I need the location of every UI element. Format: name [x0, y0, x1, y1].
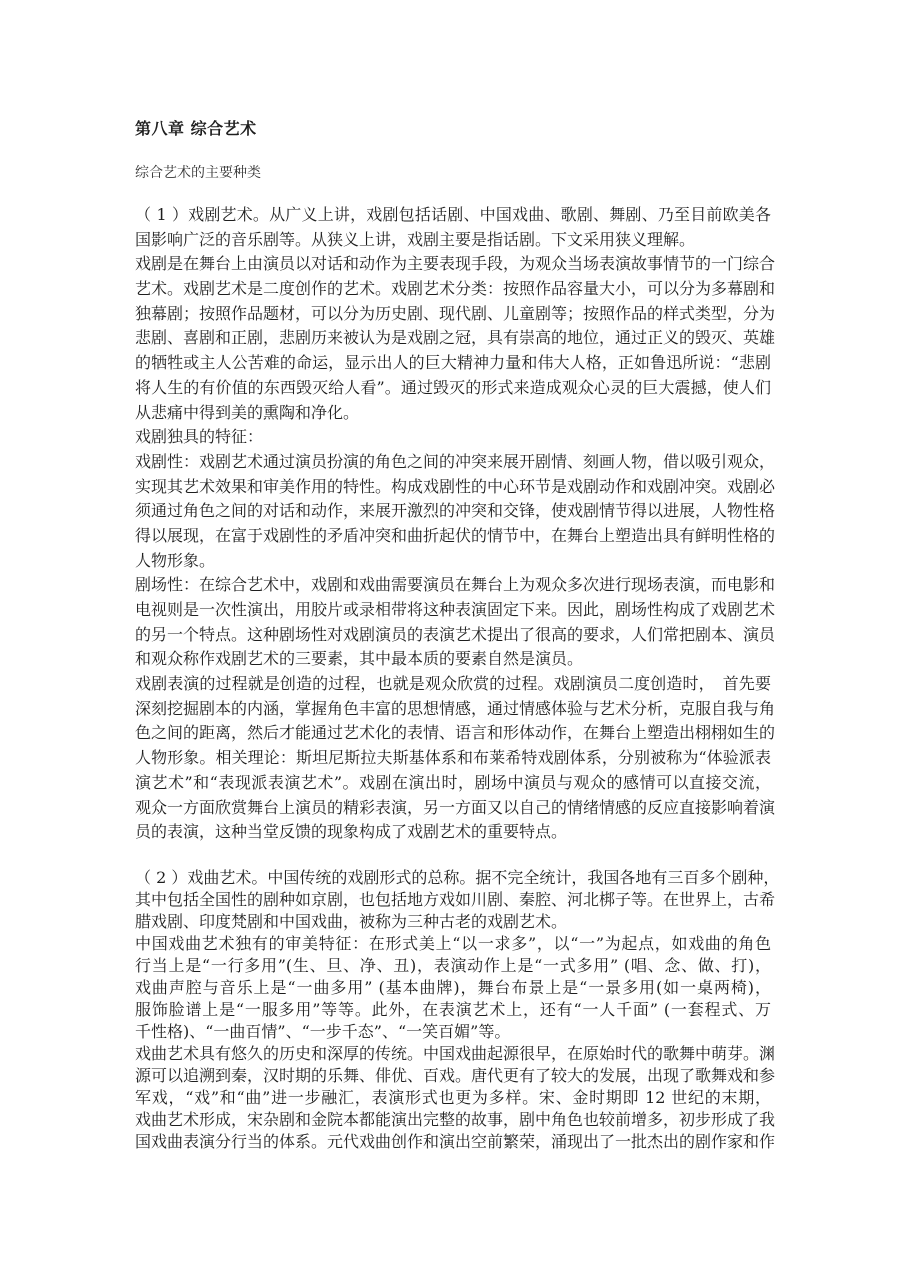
text-line: （ 2 ）戏曲艺术。中国传统的戏剧形式的总称。据不完全统计，我国各地有三百多个剧种，: [135, 868, 780, 887]
text-line: 剧场性：在综合艺术中，戏剧和戏曲需要演员在舞台上为观众多次进行现场表演，而电影和: [135, 575, 776, 595]
text-line: 国影响广泛的音乐剧等。从狭义上讲，戏剧主要是指话剧。下文采用狭义理解。: [135, 229, 696, 249]
text-line: 从悲痛中得到美的熏陶和净化。: [135, 402, 360, 422]
text-line: 和观众称作戏剧艺术的三要素，其中最本质的要素自然是演员。: [135, 649, 584, 669]
text-line: 军戏，“戏”和“曲”进一步融汇，表演形式也更为多样。宋、金时期即 12 世纪的末期，: [135, 1088, 771, 1107]
text-line: 演艺术”和“表现派表演艺术”。戏剧在演出时，剧场中演员与观众的感情可以直接交流，: [135, 772, 771, 792]
text-block-opera: [135, 867, 780, 1153]
text-line: 源可以追溯到秦，汉时期的乐舞、俳优、百戏。唐代更有了较大的发展，出现了歌舞戏和参: [135, 1066, 776, 1085]
text-line: 独幕剧；按照作品题材，可以分为历史剧、现代剧、儿童剧等；按照作品的样式类型，分为: [135, 303, 776, 323]
paragraph: [135, 573, 776, 672]
text-line: 戏剧独具的特征：: [135, 427, 264, 447]
text-line: 戏剧性：戏剧艺术通过演员扮演的角色之间的冲突来展开剧情、刻画人物，借以吸引观众，: [135, 451, 776, 471]
text-line: 的另一个特点。这种剧场性对戏剧演员的表演艺术提出了很高的要求，人们常把剧本、演员: [135, 624, 776, 644]
text-line: 其中包括全国性的剧种如京剧，也包括地方戏如川剧、秦腔、河北梆子等。在世界上，古希: [135, 890, 776, 909]
paragraph: [135, 933, 771, 1043]
text-line: 戏曲声腔与音乐上是“一曲多用” (基本曲牌)，舞台布景上是“一景多用(如一桌两椅)，: [135, 978, 771, 997]
text-line: 人物形象。: [135, 550, 216, 570]
chapter-title: 第八章 综合艺术: [135, 119, 257, 138]
paragraph: [135, 1043, 776, 1153]
paragraph: [135, 450, 776, 573]
text-line: 深刻挖掘剧本的内涵，掌握角色丰富的思想情感，通过情感体验与艺术分析，克服自我与角: [135, 698, 776, 718]
text-line: 艺术。戏剧艺术是二度创作的艺术。戏剧艺术分类：按照作品容量大小，可以分为多幕剧和: [135, 279, 776, 299]
text-line: 戏曲艺术具有悠久的历史和深厚的传统。中国戏曲起源很早，在原始时代的歌舞中萌芽。渊: [135, 1044, 776, 1063]
text-line: 员的表演，这种当堂反馈的现象构成了戏剧艺术的重要特点。: [135, 822, 568, 842]
text-line: 行当上是“一行多用”(生、旦、净、丑)，表演动作上是“一式多用” (唱、念、做、打)，: [135, 956, 771, 975]
text-line: 国戏曲表演分行当的体系。元代戏曲创作和演出空前繁荣，涌现出了一批杰出的剧作家和作: [135, 1132, 776, 1151]
text-line: 将人生的有价值的东西毁灭给人看”。通过毁灭的形式来造成观众心灵的巨大震撼，使人们: [135, 377, 771, 397]
text-block-drama: [135, 203, 776, 845]
section-heading: 综合艺术的主要种类: [135, 165, 261, 181]
text-line: 的牺牲或主人公苦难的命运，显示出人的巨大精神力量和伟大人格，正如鲁迅所说：“悲剧: [135, 353, 771, 373]
text-line: 观众一方面欣赏舞台上演员的精彩表演，另一方面又以自己的情绪情感的反应直接影响着演: [135, 797, 776, 817]
paragraph: [135, 867, 780, 933]
text-line: 实现其艺术效果和审美作用的特性。构成戏剧性的中心环节是戏剧动作和戏剧冲突。戏剧必: [135, 476, 776, 496]
paragraph: [135, 672, 776, 845]
text-line: 千性格)、“一曲百情”、“一步千态”、“一笑百媚”等。: [135, 1022, 511, 1041]
text-line: 服饰脸谱上是“一服多用”等等。此外，在表演艺术上，还有“一人千面” (一套程式、万: [135, 1000, 771, 1019]
text-line: 悲剧、喜剧和正剧，悲剧历来被认为是戏剧之冠，具有崇高的地位，通过正义的毁灭、英雄: [135, 328, 776, 348]
text-line: 人物形象。相关理论：斯坦尼斯拉夫斯基体系和布莱希特戏剧体系，分别被称为“体验派表: [135, 748, 771, 768]
text-line: 戏剧表演的过程就是创造的过程，也就是观众欣赏的过程。戏剧演员二度创造时， 首先要: [135, 674, 771, 694]
paragraph: [135, 425, 771, 450]
text-line: 中国戏曲艺术独有的审美特征：在形式美上“以一求多”，以“一”为起点，如戏曲的角色: [135, 934, 771, 953]
text-line: 腊戏剧、印度梵剧和中国戏曲，被称为三种古老的戏剧艺术。: [135, 912, 568, 931]
text-line: 得以展现，在富于戏剧性的矛盾冲突和曲折起伏的情节中，在舞台上塑造出具有鲜明性格的: [135, 525, 776, 545]
text-line: 戏剧是在舞台上由演员以对话和动作为主要表现手段，为观众当场表演故事情节的一门综合: [135, 254, 776, 274]
text-line: 电视则是一次性演出，用胶片或录相带将这种表演固定下来。因此，剧场性构成了戏剧艺术: [135, 600, 776, 619]
text-line: 色之间的距离，然后才能通过艺术化的表情、语言和形体动作，在舞台上塑造出栩栩如生的: [135, 723, 776, 743]
paragraph: [135, 203, 771, 252]
paragraph: [135, 252, 776, 425]
text-line: 须通过角色之间的对话和动作，来展开激烈的冲突和交锋，使戏剧情节得以进展，人物性格: [135, 501, 776, 521]
text-line: （ 1 ）戏剧艺术。从广义上讲，戏剧包括话剧、中国戏曲、歌剧、舞剧、乃至目前欧美各: [135, 205, 771, 224]
text-line: 戏曲艺术形成，宋杂剧和金院本都能演出完整的故事，剧中角色也较前增多，初步形成了我: [135, 1110, 776, 1129]
